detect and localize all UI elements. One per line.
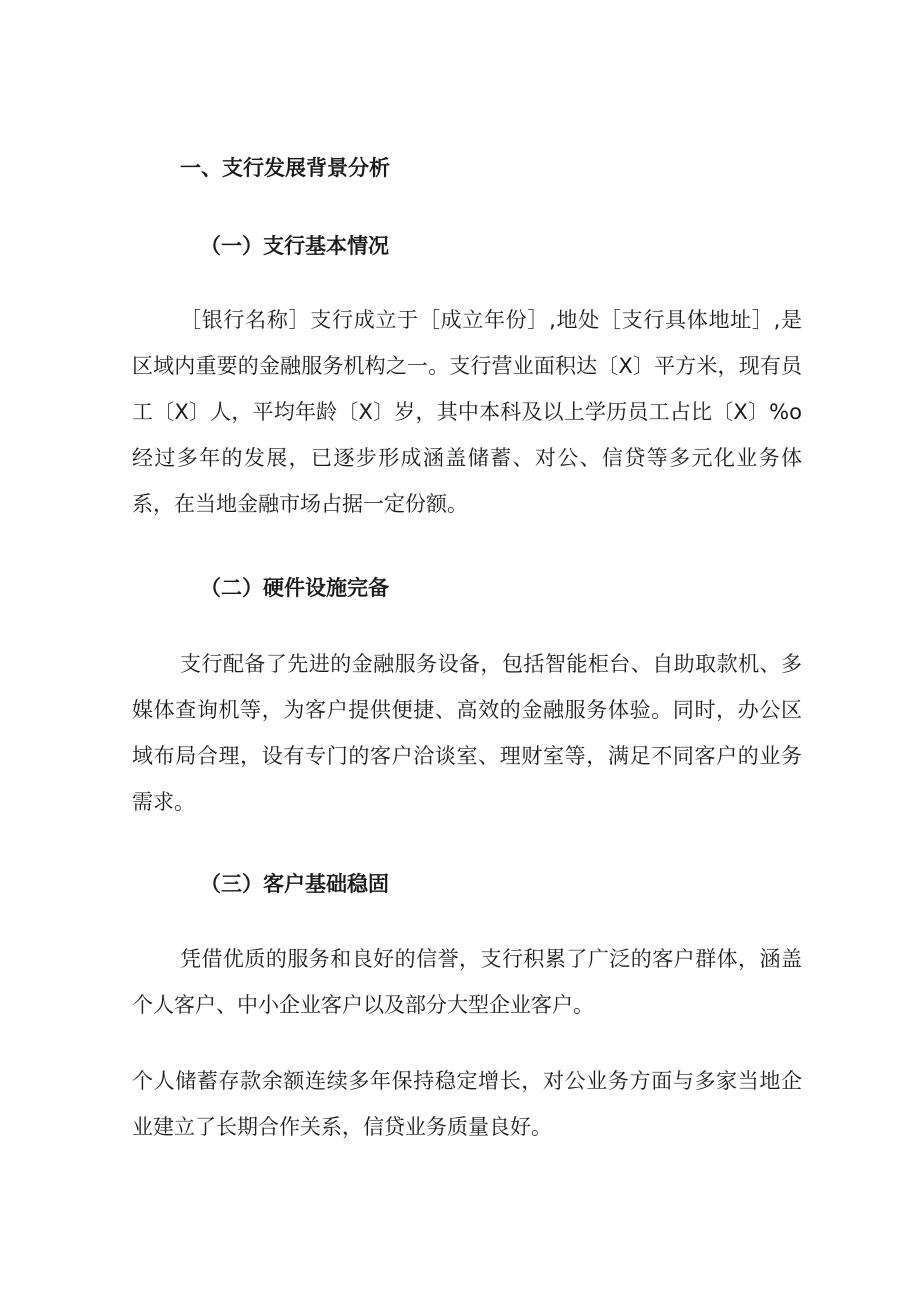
paragraph-customer-base-2: 个人储蓄存款余额连续多年保持稳定增长，对公业务方面与多家当地企业建立了长期合作关系，信贷业务质量良好。 [132,1069,802,1139]
paragraph-customer-base-1: 凭借优质的服务和良好的信誉，支行积累了广泛的客户群体，涵盖个人客户、中小企业客户以及部分大型企业客户。 [132,947,802,1017]
paragraph-facilities: 支行配备了先进的金融服务设备，包括智能柜台、自助取款机、多媒体查询机等，为客户提供便捷、高效的金融服务体验。同时，办公区域布局合理，设有专门的客户洽谈室、理财室等，满足不同客户的业务需求。 [132,652,802,814]
section-title: 一、支行发展背景分析 [180,156,390,180]
subsection-title-customer-base: （三）客户基础稳固 [200,872,389,896]
subsection-title-basic-info: （一）支行基本情况 [200,234,389,258]
paragraph-basic-info: ［银行名称］支行成立于［成立年份］,地处［支行具体地址］,是区域内重要的金融服务机构之一。支行营业面积达〔X〕平方米，现有员工〔X〕人，平均年龄〔X〕岁，其中本科及以上学历员工占比〔X〕%o经过多年的发展，已逐步形成涵盖储蓄、对公、信贷等多元化业务体系，在当地金融市场占据一定份额。 [132,308,802,516]
subsection-title-facilities: （二）硬件设施完备 [200,576,389,600]
